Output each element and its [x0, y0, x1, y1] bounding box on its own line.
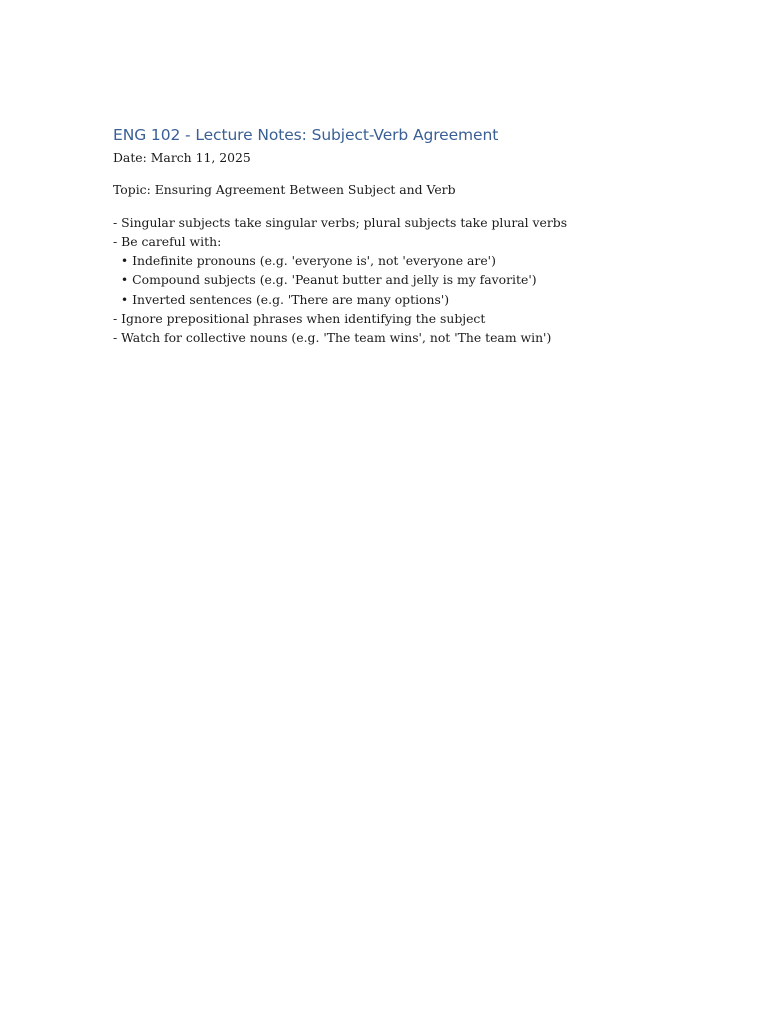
document-date: Date: March 11, 2025 [113, 150, 251, 165]
document-body [113, 125, 693, 348]
note-line: • Indefinite pronouns (e.g. 'everyone is', not 'everyone are') [113, 253, 496, 269]
note-line: - Be careful with: [113, 233, 222, 249]
notes-list [113, 213, 693, 348]
note-line: • Compound subjects (e.g. 'Peanut butter and jelly is my favorite') [113, 272, 537, 288]
note-line: - Ignore prepositional phrases when identifying the subject [113, 311, 486, 327]
note-line: • Inverted sentences (e.g. 'There are many options') [113, 291, 450, 307]
document-topic: Topic: Ensuring Agreement Between Subject and Verb [113, 182, 456, 198]
note-line: - Watch for collective nouns (e.g. 'The team wins', not 'The team win') [113, 330, 552, 346]
document-title: ENG 102 - Lecture Notes: Subject-Verb Agreement [113, 126, 499, 144]
note-line: - Singular subjects take singular verbs; plural subjects take plural verbs [113, 214, 568, 230]
